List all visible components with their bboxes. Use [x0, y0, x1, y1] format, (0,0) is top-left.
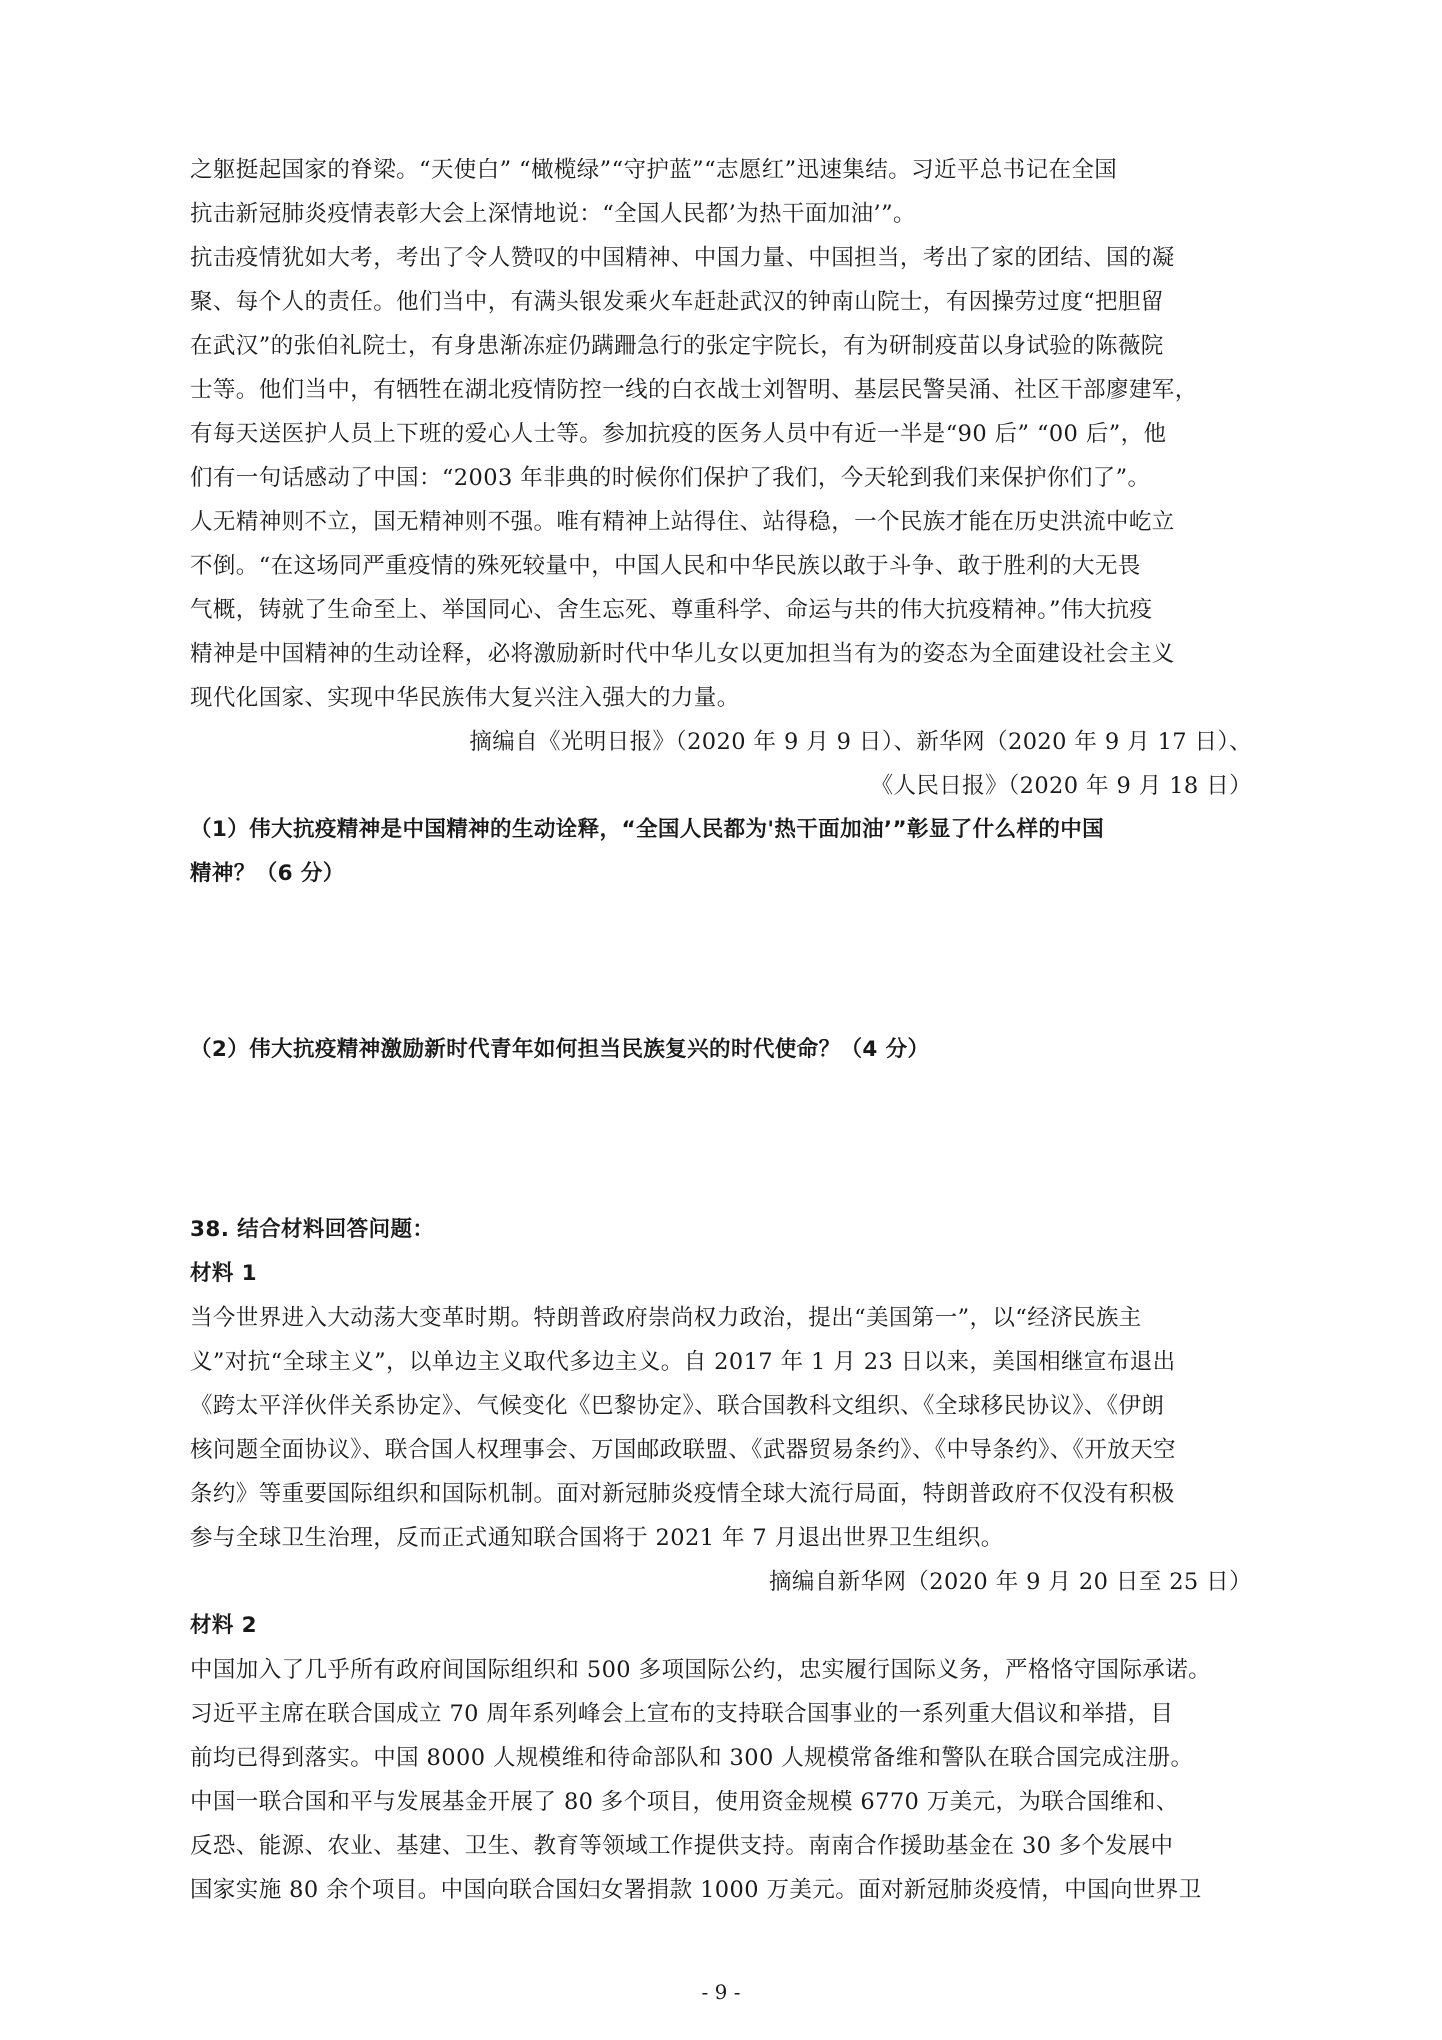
passage-line: 们有一句话感动了中国：“2003 年非典的时候你们保护了我们，今天轮到我们来保护你们了”。	[190, 465, 1151, 491]
question-2: （2）伟大抗疫精神激励新时代青年如何担当民族复兴的时代使命？（4 分）	[190, 1037, 930, 1062]
material-1-line: 义”对抗“全球主义”，以单边主义取代多边主义。自 2017 年 1 月 23 日以来，美国相继宣布退出	[190, 1349, 1176, 1375]
passage-line: 气概，铸就了生命至上、举国同心、舍生忘死、尊重科学、命运与共的伟大抗疫精神。”伟大抗疫	[190, 597, 1153, 623]
passage-line: 抗击新冠肺炎疫情表彰大会上深情地说：“全国人民都’为热干面加油’”。	[190, 201, 916, 227]
material-1-line: 条约》等重要国际组织和国际机制。面对新冠肺炎疫情全球大流行局面，特朗普政府不仅没有积极	[190, 1481, 1175, 1507]
material-2-line: 习近平主席在联合国成立 70 周年系列峰会上宣布的支持联合国事业的一系列重大倡议和举措，目	[190, 1701, 1174, 1727]
material-2-label: 材料 2	[190, 1613, 258, 1638]
material-2-line: 中国一联合国和平与发展基金开展了 80 多个项目，使用资金规模 6770 万美元，为联合国维和、	[190, 1789, 1179, 1815]
passage-line: 精神是中国精神的生动诠释，必将激励新时代中华儿女以更加担当有为的姿态为全面建设社会主义	[190, 641, 1175, 667]
passage-line: 不倒。“在这场同严重疫情的殊死较量中，中国人民和中华民族以敢于斗争、敢于胜利的大无畏	[190, 553, 1141, 579]
material-1-line: 参与全球卫生治理，反而正式通知联合国将于 2021 年 7 月退出世界卫生组织。	[190, 1525, 1004, 1551]
question-38-heading: 38. 结合材料回答问题：	[190, 1217, 435, 1242]
page-number: - 9 -	[701, 1980, 741, 2004]
material-1-line: 当今世界进入大动荡大变革时期。特朗普政府崇尚权力政治，提出“美国第一”，以“经济民族主	[190, 1305, 1142, 1331]
material-1-source: 摘编自新华网（2020 年 9 月 20 日至 25 日）	[768, 1569, 1252, 1595]
material-2-line: 反恐、能源、农业、基建、卫生、教育等领域工作提供支持。南南合作援助基金在 30 多个发展中	[190, 1833, 1174, 1859]
question-1-cont: 精神？（6 分）	[190, 861, 345, 886]
material-2-line: 国家实施 80 余个项目。中国向联合国妇女署捐款 1000 万美元。面对新冠肺炎疫情，中国向世界卫	[190, 1877, 1202, 1903]
material-1-line: 核问题全面协议》、联合国人权理事会、万国邮政联盟、《武器贸易条约》、《中导条约》、《开放天空	[190, 1437, 1176, 1463]
material-2-line: 中国加入了几乎所有政府间国际组织和 500 多项国际公约，忠实履行国际义务，严格恪守国际承诺。	[190, 1657, 1212, 1683]
passage-source: 摘编自《光明日报》（2020 年 9 月 9 日）、新华网（2020 年 9 月 17 日）、	[469, 729, 1252, 755]
passage-source: 《人民日报》（2020 年 9 月 18 日）	[870, 773, 1252, 799]
passage-line: 人无精神则不立，国无精神则不强。唯有精神上站得住、站得稳，一个民族才能在历史洪流中屹立	[190, 509, 1175, 535]
passage-line: 抗击疫情犹如大考，考出了令人赞叹的中国精神、中国力量、中国担当，考出了家的团结、国的凝	[190, 245, 1175, 271]
passage-line: 之躯挺起国家的脊梁。“天使白” “橄榄绿”“守护蓝”“志愿红”迅速集结。习近平总书记在全国	[190, 157, 1118, 183]
passage-line: 士等。他们当中，有牺牲在湖北疫情防控一线的白衣战士刘智明、基层民警吴涌、社区干部廖建军，	[190, 377, 1198, 403]
material-2-line: 前均已得到落实。中国 8000 人规模维和待命部队和 300 人规模常备维和警队在联合国完成注册。	[190, 1745, 1194, 1771]
passage-line: 聚、每个人的责任。他们当中，有满头银发乘火车赶赴武汉的钟南山院士，有因操劳过度“把胆留	[190, 289, 1164, 315]
passage-line: 有每天送医护人员上下班的爱心人士等。参加抗疫的医务人员中有近一半是“90 后” “00 后”，他	[190, 421, 1167, 447]
material-1-label: 材料 1	[190, 1261, 258, 1286]
question-1: （1）伟大抗疫精神是中国精神的生动诠释，“全国人民都为'热干面加油’”彰显了什么样的中国	[190, 817, 1105, 842]
passage-line: 在武汉”的张伯礼院士，有身患渐冻症仍蹒跚急行的张定宇院长，有为研制疫苗以身试验的陈薇院	[190, 333, 1164, 359]
material-1-line: 《跨太平洋伙伴关系协定》、气候变化《巴黎协定》、联合国教科文组织、《全球移民协议》、《伊朗	[190, 1393, 1165, 1419]
passage-line: 现代化国家、实现中华民族伟大复兴注入强大的力量。	[190, 685, 740, 711]
